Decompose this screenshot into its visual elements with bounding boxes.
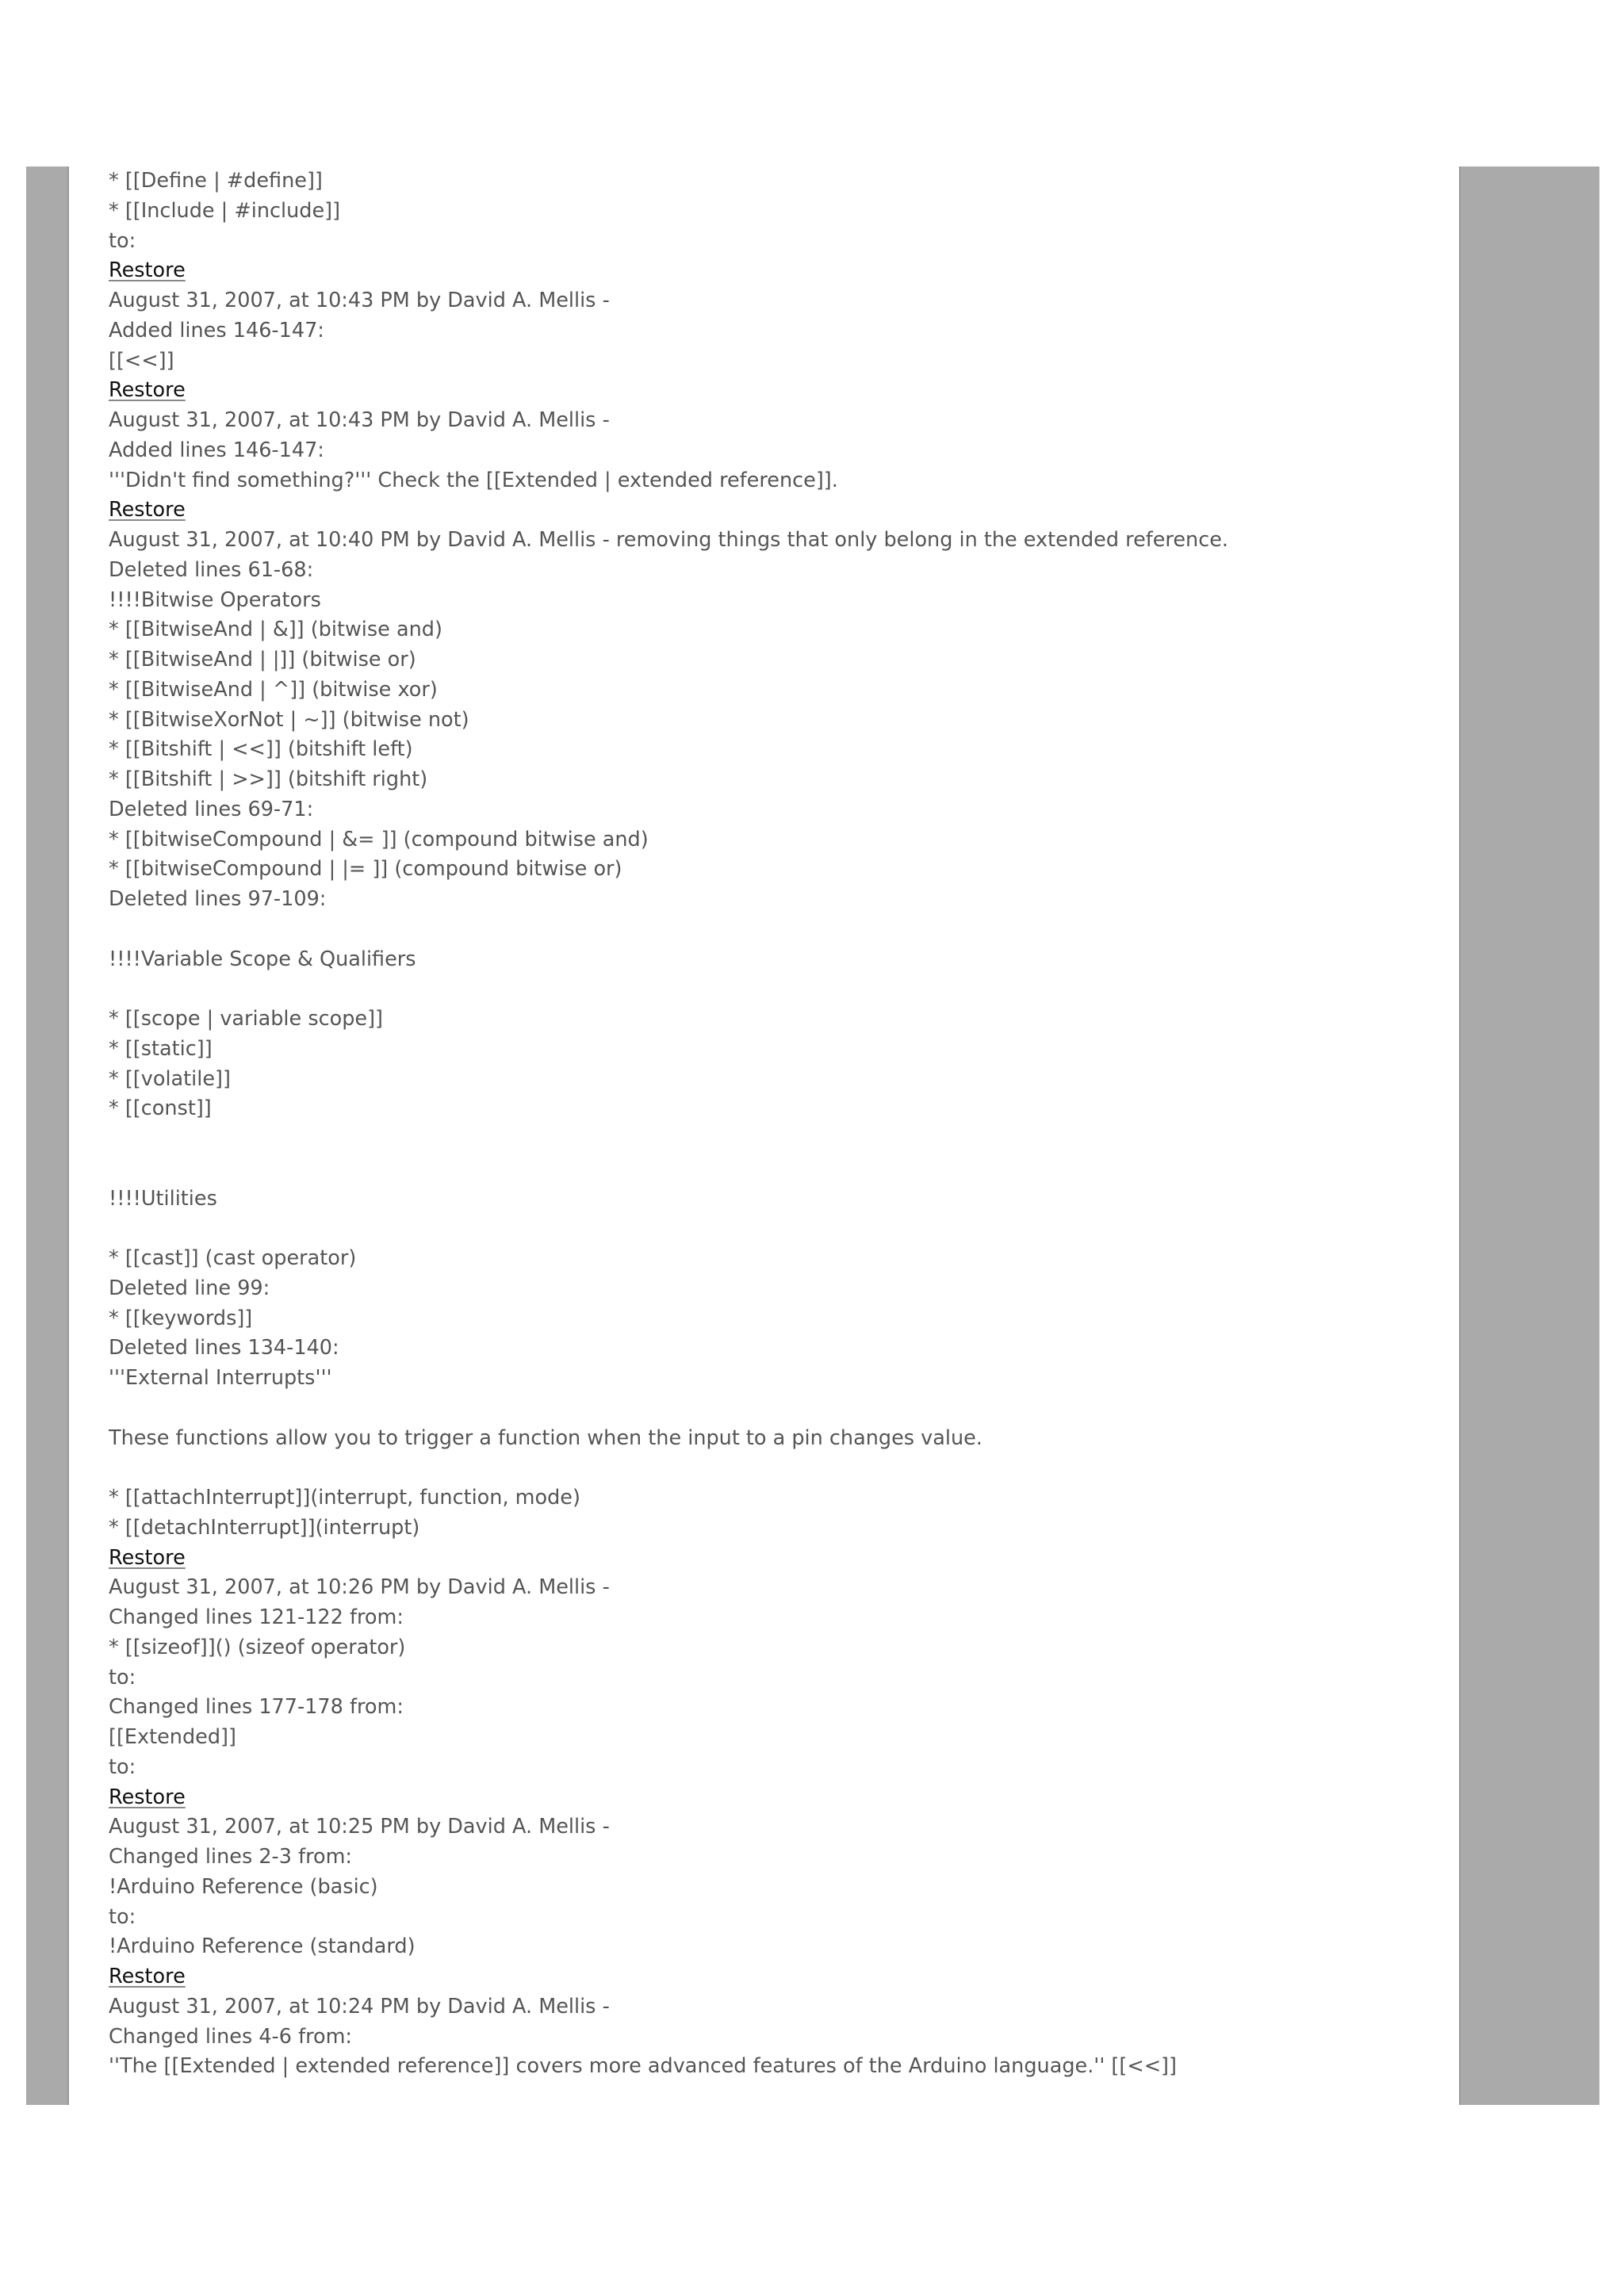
history-line: * [[BitwiseXorNot | ~]] (bitwise not) xyxy=(109,707,469,732)
history-line: Deleted lines 69-71: xyxy=(109,797,314,821)
history-line: Changed lines 177-178 from: xyxy=(109,1695,404,1720)
blank-line xyxy=(109,1214,1449,1244)
restore-link-label[interactable]: Restore xyxy=(109,258,186,283)
history-line: Added lines 146-147: xyxy=(109,438,324,462)
history-line: * [[bitwiseCompound | &= ]] (compound bitwise and) xyxy=(109,827,649,851)
history-line: August 31, 2007, at 10:24 PM by David A. Mellis - xyxy=(109,1994,610,2019)
history-line: * [[sizeof]]() (sizeof operator) xyxy=(109,1635,406,1659)
restore-link[interactable] xyxy=(109,1544,1449,1574)
history-line: * [[BitwiseAnd | ^]] (bitwise xor) xyxy=(109,677,438,702)
history-line: Changed lines 121-122 from: xyxy=(109,1605,404,1629)
restore-link-label[interactable]: Restore xyxy=(109,498,186,522)
history-line: * [[Include | #include]] xyxy=(109,198,341,223)
restore-link-label[interactable]: Restore xyxy=(109,378,186,403)
history-line: August 31, 2007, at 10:43 PM by David A. Mellis - xyxy=(109,408,610,432)
history-line: * [[detachInterrupt]](interrupt) xyxy=(109,1515,420,1540)
history-line: * [[BitwiseAnd | &]] (bitwise and) xyxy=(109,618,442,642)
history-line: to: xyxy=(109,1755,136,1779)
history-line: '''Didn't find something?''' Check the [[Extended | extended reference]]. xyxy=(109,468,838,492)
history-line: [[<<]] xyxy=(109,348,174,373)
history-line: !!!!Variable Scope & Qualifiers xyxy=(109,947,416,971)
restore-link[interactable] xyxy=(109,1783,1449,1813)
history-line: !!!!Bitwise Operators xyxy=(109,587,321,612)
history-line: * [[Define | #define]] xyxy=(109,169,323,193)
history-line: August 31, 2007, at 10:25 PM by David A. Mellis - xyxy=(109,1815,610,1839)
history-line: * [[volatile]] xyxy=(109,1066,231,1091)
restore-link[interactable] xyxy=(109,1962,1449,1992)
restore-link[interactable] xyxy=(109,376,1449,406)
history-line: * [[cast]] (cast operator) xyxy=(109,1246,357,1270)
history-line: ''The [[Extended | extended reference]] covers more advanced features of the Arduino language.'' [[<<]] xyxy=(109,2054,1177,2079)
history-line: Changed lines 2-3 from: xyxy=(109,1845,353,1869)
history-line: to: xyxy=(109,228,136,253)
history-line: [[Extended]] xyxy=(109,1725,236,1749)
history-line: '''External Interrupts''' xyxy=(109,1366,332,1390)
right-sidebar xyxy=(1459,166,1599,2105)
history-line: These functions allow you to trigger a function when the input to a pin changes value. xyxy=(109,1425,982,1450)
left-sidebar xyxy=(26,166,69,2105)
history-line: !Arduino Reference (standard) xyxy=(109,1934,416,1959)
history-line: * [[Bitshift | >>]] (bitshift right) xyxy=(109,767,428,791)
blank-line xyxy=(109,1453,1449,1483)
blank-line xyxy=(109,1154,1449,1184)
history-line: * [[attachInterrupt]](interrupt, function, mode) xyxy=(109,1486,580,1510)
blank-line xyxy=(109,974,1449,1004)
history-line: Deleted lines 61-68: xyxy=(109,557,314,582)
history-line: August 31, 2007, at 10:26 PM by David A. Mellis - xyxy=(109,1575,610,1600)
history-line: Added lines 146-147: xyxy=(109,318,324,342)
restore-link-label[interactable]: Restore xyxy=(109,1785,186,1809)
history-line: * [[static]] xyxy=(109,1036,213,1061)
history-line: * [[scope | variable scope]] xyxy=(109,1007,383,1031)
page-history-content xyxy=(109,166,1449,2082)
history-line: to: xyxy=(109,1904,136,1929)
blank-line xyxy=(109,915,1449,945)
history-line: * [[bitwiseCompound | |= ]] (compound bitwise or) xyxy=(109,857,622,882)
history-line: August 31, 2007, at 10:40 PM by David A. Mellis - removing things that only belong in the extended reference. xyxy=(109,528,1229,552)
history-line: * [[Bitshift | <<]] (bitshift left) xyxy=(109,737,413,762)
history-line: to: xyxy=(109,1665,136,1689)
history-line: August 31, 2007, at 10:43 PM by David A. Mellis - xyxy=(109,289,610,312)
history-line: !!!!Utilities xyxy=(109,1186,217,1211)
restore-link[interactable] xyxy=(109,496,1449,526)
history-line: Changed lines 4-6 from: xyxy=(109,2024,353,2049)
blank-line xyxy=(109,1394,1449,1424)
history-line: !Arduino Reference (basic) xyxy=(109,1874,378,1899)
blank-line xyxy=(109,1124,1449,1154)
history-line: Deleted lines 97-109: xyxy=(109,887,327,911)
restore-link-label[interactable]: Restore xyxy=(109,1965,186,1988)
history-line: Deleted lines 134-140: xyxy=(109,1336,339,1360)
restore-link[interactable] xyxy=(109,256,1449,286)
history-line: Deleted line 99: xyxy=(109,1276,270,1300)
history-line: * [[const]] xyxy=(109,1096,212,1121)
history-line: * [[keywords]] xyxy=(109,1306,253,1330)
restore-link-label[interactable]: Restore xyxy=(109,1545,186,1570)
history-line: * [[BitwiseAnd | |]] (bitwise or) xyxy=(109,648,416,672)
